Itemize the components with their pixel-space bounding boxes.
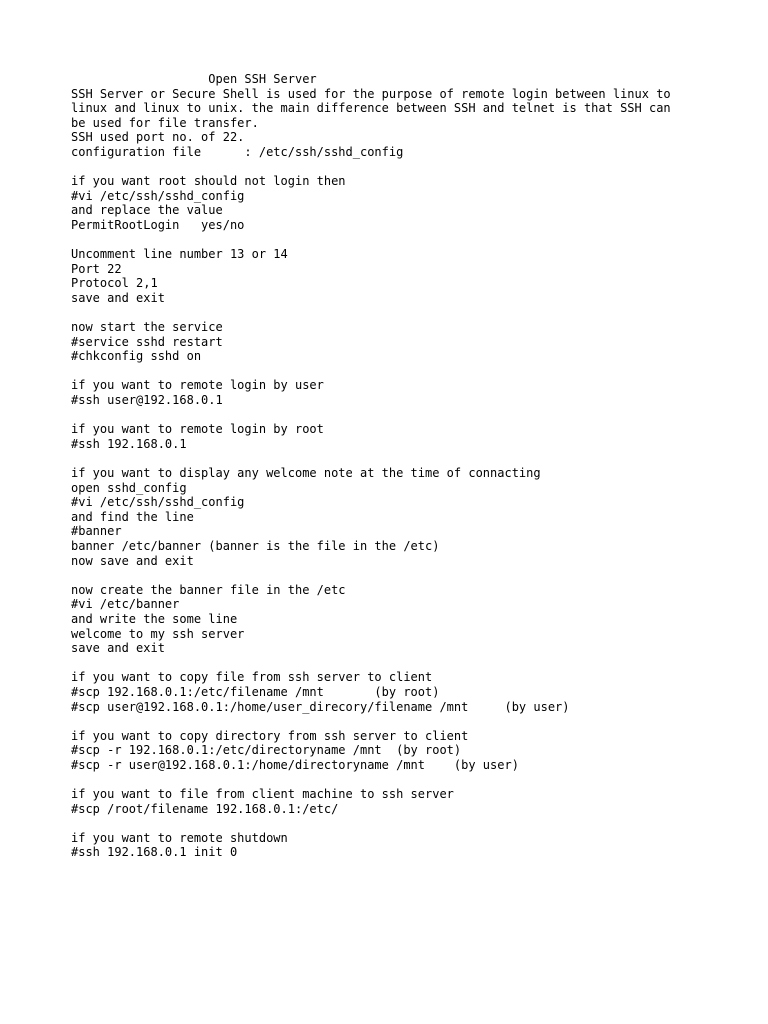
text-line: if you want to display any welcome note at the time of connacting xyxy=(71,466,541,481)
blank-line xyxy=(71,568,751,583)
text-line: now save and exit xyxy=(71,553,194,568)
text-line: #vi /etc/ssh/sshd_config xyxy=(71,495,245,510)
text-line: if you want to copy file from ssh server to client xyxy=(71,670,433,685)
blank-line xyxy=(71,160,751,175)
text-line: #scp -r 192.168.0.1:/etc/directoryname /mnt (by root) xyxy=(71,743,462,758)
text-line: if you want to remote login by root xyxy=(71,422,324,437)
text-line: and write the some line xyxy=(71,611,238,626)
text-line: and find the line xyxy=(71,509,194,524)
text-line: #ssh 192.168.0.1 init 0 xyxy=(71,845,238,860)
text-line: linux and linux to unix. the main difference between SSH and telnet is that SSH can xyxy=(71,101,671,116)
text-line: Uncomment line number 13 or 14 xyxy=(71,247,288,262)
blank-line xyxy=(71,714,751,729)
text-line: #scp user@192.168.0.1:/home/user_direcory/filename /mnt (by user) xyxy=(71,699,570,714)
document-page xyxy=(71,72,751,860)
document-title: Open SSH Server xyxy=(71,72,317,86)
blank-line xyxy=(71,233,751,248)
blank-line xyxy=(71,451,751,466)
text-line: be used for file transfer. xyxy=(71,115,259,130)
blank-line xyxy=(71,816,751,831)
text-line: SSH Server or Secure Shell is used for the purpose of remote login between linux to xyxy=(71,86,671,101)
text-line: #scp 192.168.0.1:/etc/filename /mnt (by root) xyxy=(71,684,440,699)
text-line: configuration file : /etc/ssh/sshd_config xyxy=(71,144,404,159)
blank-line xyxy=(71,306,751,321)
text-line: if you want root should not login then xyxy=(71,174,346,189)
text-line: PermitRootLogin yes/no xyxy=(71,217,245,232)
text-line: Protocol 2,1 xyxy=(71,276,158,291)
text-line: #scp -r user@192.168.0.1:/home/directoryname /mnt (by user) xyxy=(71,757,519,772)
text-line: welcome to my ssh server xyxy=(71,626,245,641)
text-line: #vi /etc/banner xyxy=(71,597,180,612)
text-line: #ssh user@192.168.0.1 xyxy=(71,393,223,408)
text-line: SSH used port no. of 22. xyxy=(71,130,245,145)
text-line: banner /etc/banner (banner is the file in the /etc) xyxy=(71,539,440,553)
text-line: #scp /root/filename 192.168.0.1:/etc/ xyxy=(71,801,339,816)
text-line: and replace the value xyxy=(71,203,223,218)
blank-line xyxy=(71,408,751,423)
blank-line xyxy=(71,364,751,379)
text-line: save and exit xyxy=(71,290,165,305)
text-line: now start the service xyxy=(71,320,223,335)
text-line: #ssh 192.168.0.1 xyxy=(71,436,187,451)
text-line: #service sshd restart xyxy=(71,334,223,349)
text-line: #banner xyxy=(71,524,122,539)
text-line: #vi /etc/ssh/sshd_config xyxy=(71,188,245,203)
text-line: if you want to remote login by user xyxy=(71,378,324,393)
document-body xyxy=(71,87,751,860)
text-line: #chkconfig sshd on xyxy=(71,349,202,364)
text-line: now create the banner file in the /etc xyxy=(71,582,346,597)
text-line: save and exit xyxy=(71,641,165,656)
text-line: if you want to remote shutdown xyxy=(71,830,288,845)
text-line: open sshd_config xyxy=(71,480,187,495)
blank-line xyxy=(71,656,751,671)
blank-line xyxy=(71,773,751,788)
text-line: Port 22 xyxy=(71,261,122,276)
text-line: if you want to file from client machine to ssh server xyxy=(71,787,454,802)
text-line: if you want to copy directory from ssh server to client xyxy=(71,728,469,743)
